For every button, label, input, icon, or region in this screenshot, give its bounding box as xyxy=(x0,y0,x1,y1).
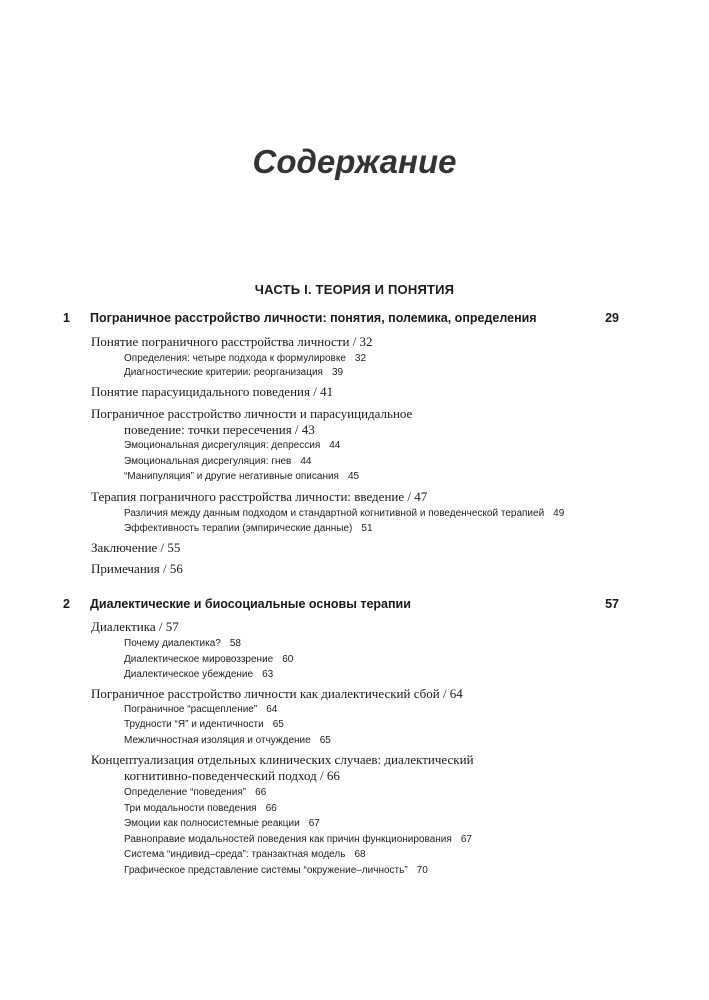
chapter-page: 57 xyxy=(605,597,619,611)
subsection-title: Диалектическое убеждение xyxy=(124,669,254,680)
toc-subsection[interactable] xyxy=(124,787,266,798)
subsection-title: Трудности “Я” и идентичности xyxy=(124,719,264,730)
subsection-page: 58 xyxy=(229,638,241,649)
subsection-page: 67 xyxy=(308,818,320,829)
toc-subsection[interactable] xyxy=(124,440,340,451)
subsection-title: Межличностная изоляция и отчуждение xyxy=(124,735,311,746)
subsection-title: “Манипуляция” и другие негативные описания xyxy=(124,471,339,482)
subsection-title: Эмоциональная дисрегуляция: гнев xyxy=(124,456,292,467)
toc-subsection[interactable] xyxy=(124,719,284,730)
toc-subsection[interactable] xyxy=(124,638,241,649)
subsection-page: 45 xyxy=(347,471,360,482)
subsection-title: Диалектическое мировоззрение xyxy=(124,654,274,665)
subsection-page: 44 xyxy=(329,440,341,451)
subsection-title: Определение “поведения” xyxy=(124,787,247,798)
toc-subsection[interactable] xyxy=(124,818,320,829)
subsection-page: 39 xyxy=(331,367,344,378)
toc-section[interactable]: Понятие парасуицидального поведения / 41 xyxy=(91,384,334,399)
toc-subsection[interactable] xyxy=(124,849,366,860)
toc-section[interactable]: Заключение / 55 xyxy=(91,540,181,555)
toc-subsection[interactable] xyxy=(124,834,472,845)
subsection-title: Эффективность терапии (эмпирические данные) xyxy=(124,523,353,534)
toc-section-continued[interactable]: поведение: точки пересечения / 43 xyxy=(124,422,315,437)
subsection-page: 66 xyxy=(255,787,267,798)
toc-subsection[interactable] xyxy=(124,865,428,876)
subsection-page: 68 xyxy=(354,849,366,860)
subsection-page: 49 xyxy=(553,508,565,519)
subsection-page: 60 xyxy=(282,654,294,665)
subsection-title: Графическое представление системы “окружение–личность” xyxy=(124,865,408,876)
toc-section-continued[interactable]: когнитивно-поведенческий подход / 66 xyxy=(124,768,340,783)
toc-section[interactable]: Пограничное расстройство личности как диалектический сбой / 64 xyxy=(91,686,463,701)
chapter-number: 2 xyxy=(63,597,70,611)
chapter-number: 1 xyxy=(63,311,70,325)
subsection-title: Различия между данным подходом и стандартной когнитивной и поведенческой терапией xyxy=(124,508,545,519)
chapter-page: 29 xyxy=(605,311,619,325)
subsection-page: 67 xyxy=(460,834,472,845)
toc-subsection[interactable] xyxy=(124,704,277,715)
subsection-title: Пограничное “расщепление” xyxy=(124,704,258,715)
subsection-title: Три модальности поведения xyxy=(124,803,257,814)
subsection-title: Определения: четыре подхода к формулировке xyxy=(124,353,346,364)
part-title: ЧАСТЬ I. ТЕОРИЯ И ПОНЯТИЯ xyxy=(254,282,455,297)
toc-section[interactable]: Примечания / 56 xyxy=(91,561,183,576)
toc-section[interactable]: Понятие пограничного расстройства личности / 32 xyxy=(91,334,373,349)
toc-subsection[interactable] xyxy=(124,508,564,519)
page-title: Содержание xyxy=(252,143,457,180)
chapter-title: Диалектические и биосоциальные основы терапии xyxy=(90,597,411,611)
subsection-page: 63 xyxy=(262,669,274,680)
toc-section[interactable]: Концептуализация отдельных клинических случаев: диалектический xyxy=(91,752,474,767)
subsection-page: 44 xyxy=(300,456,312,467)
subsection-title: Система “индивид–среда”: транзактная модель xyxy=(124,849,346,860)
subsection-page: 51 xyxy=(361,523,373,534)
subsection-page: 32 xyxy=(354,353,367,364)
toc-subsection[interactable] xyxy=(124,456,311,467)
subsection-page: 66 xyxy=(265,803,277,814)
subsection-page: 64 xyxy=(266,704,278,715)
toc-subsection[interactable] xyxy=(124,669,273,680)
subsection-title: Эмоции как полносистемные реакции xyxy=(124,818,300,829)
subsection-title: Равноправие модальностей поведения как причин функционирования xyxy=(124,834,452,845)
toc-subsection[interactable] xyxy=(124,735,331,746)
subsection-title: Эмоциональная дисрегуляция: депрессия xyxy=(124,440,321,451)
toc-section[interactable]: Терапия пограничного расстройства личности: введение / 47 xyxy=(91,489,428,504)
toc-subsection[interactable] xyxy=(124,353,366,364)
subsection-page: 65 xyxy=(272,719,284,730)
toc-subsection[interactable] xyxy=(124,654,293,665)
subsection-page: 70 xyxy=(416,865,428,876)
toc-subsection[interactable] xyxy=(124,471,359,482)
chapter-title: Пограничное расстройство личности: понятия, полемика, определения xyxy=(90,311,537,325)
subsection-page: 65 xyxy=(319,735,331,746)
toc-subsection[interactable] xyxy=(124,803,277,814)
subsection-title: Почему диалектика? xyxy=(124,638,221,649)
subsection-title: Диагностические критерии: реорганизация xyxy=(124,367,323,378)
toc-section[interactable]: Диалектика / 57 xyxy=(91,619,179,634)
toc-section[interactable]: Пограничное расстройство личности и парасуицидальное xyxy=(91,406,413,421)
toc-subsection[interactable] xyxy=(124,367,343,378)
toc-subsection[interactable] xyxy=(124,523,373,534)
